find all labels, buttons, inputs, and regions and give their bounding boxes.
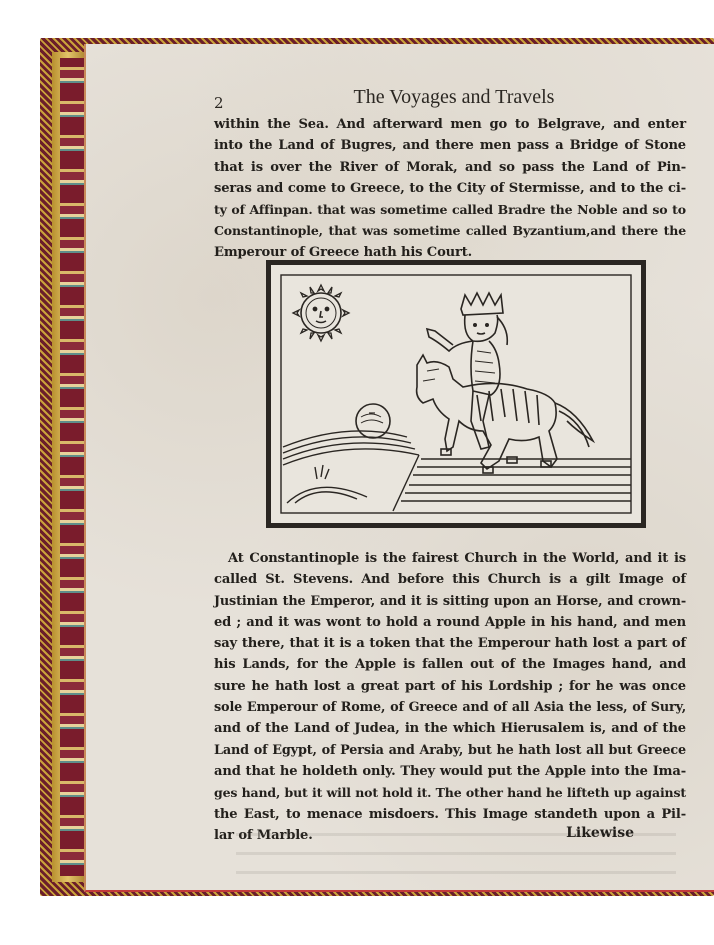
running-head	[214, 86, 684, 112]
hills	[283, 431, 419, 511]
text-line: lar of Marble.	[214, 827, 313, 843]
text-line: within the Sea. And afterward men go to Belgrave, and enter	[214, 117, 686, 132]
book	[40, 38, 714, 896]
crowned-rider	[427, 293, 507, 449]
text-line: ty of Affinpan. that was sometime called Bradre the Noble and so to	[214, 202, 686, 218]
sun-with-face-icon	[293, 285, 349, 341]
running-title: The Voyages and Travels	[353, 86, 555, 108]
text-line: and of the Land of Judea, in the which Hierusalem is, and of the	[214, 721, 686, 737]
orb-apple	[356, 404, 390, 438]
paragraph-2	[214, 548, 686, 846]
text-line: called St. Stevens. And before this Church is a gilt Image of	[214, 572, 686, 588]
text-line: that is over the River of Morak, and so pass the Land of Pin-	[214, 159, 686, 175]
text-line: into the Land of Bugres, and there men pass a Bridge of Stone	[214, 138, 686, 154]
horse	[417, 355, 593, 473]
text-line: and that he holdeth only. They would put the Apple into the Ima-	[214, 763, 686, 779]
text-line: Constantinople, that was sometime called Byzantium,and there the	[214, 223, 686, 239]
paragraph-1	[214, 114, 686, 263]
text-line: sure he hath lost a great part of his Lordship ; for he was once	[214, 678, 686, 694]
page-number: 2	[214, 94, 224, 112]
text-line: At Constantinople is the fairest Church in the World, and it is	[228, 551, 686, 566]
marbled-pastedown-strip	[60, 58, 86, 876]
text-line: Justinian the Emperor, and it is sitting upon an Horse, and crown-	[214, 593, 686, 609]
text-line: say there, that it is a token that the Emperour hath lost a part of	[214, 636, 686, 652]
text-line: the East, to menace misdoers. This Image standeth upon a Pil-	[214, 806, 686, 822]
text-line: ed ; and it was wont to hold a round Apple in his hand, and men	[214, 614, 686, 630]
text-line: ges hand, but it will not hold it. The other hand he lifteth up against	[214, 785, 686, 801]
text-line: sole Emperour of Rome, of Greece and of all Asia the less, of Sury,	[214, 700, 686, 716]
catchword: Likewise	[566, 825, 634, 841]
ground-lines	[401, 459, 631, 501]
text-line: his Lands, for the Apple is fallen out of the Images hand, and	[214, 657, 686, 673]
book-page	[84, 44, 714, 892]
text-line: seras and come to Greece, to the City of Stermisse, and to the ci-	[214, 180, 686, 196]
text-line: Land of Egypt, of Persia and Araby, but he hath lost all but Greece	[214, 742, 686, 758]
text-line: Emperour of Greece hath his Court.	[214, 244, 473, 260]
woodcut-illustration	[266, 260, 646, 528]
woodcut-drawing	[277, 271, 635, 517]
